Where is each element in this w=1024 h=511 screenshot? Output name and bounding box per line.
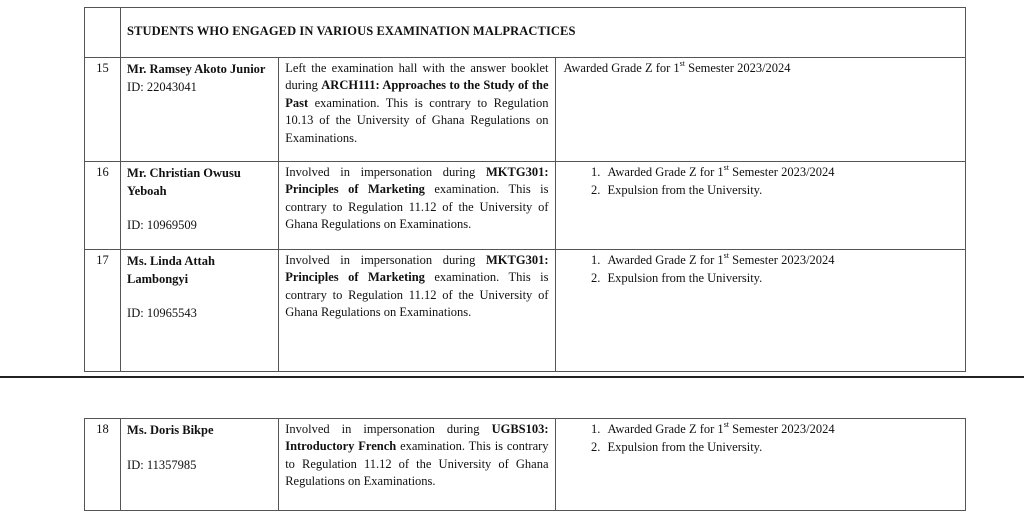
table-row: [85, 162, 966, 250]
row-number: 18: [85, 419, 121, 511]
table-row: [85, 58, 966, 162]
table-row: [85, 250, 966, 372]
section-heading-row: [85, 8, 966, 58]
malpractice-table-top: [84, 7, 966, 372]
student-name: Mr. Ramsey Akoto Junior: [127, 62, 266, 76]
offence-text: Left the examination hall with the answer booklet during: [285, 61, 549, 93]
penalty-text: Awarded Grade Z for 1: [607, 422, 724, 436]
section-heading: STUDENTS WHO ENGAGED IN VARIOUS EXAMINATION MALPRACTICES: [121, 8, 966, 58]
penalty-cell: [555, 58, 966, 162]
penalty-list: [564, 252, 958, 287]
student-cell: [121, 162, 279, 250]
penalty-text: Awarded Grade Z for 1: [607, 165, 724, 179]
penalty-item: [604, 252, 958, 270]
offence-text: Involved in impersonation during: [285, 165, 486, 179]
offence-cell: [279, 250, 555, 372]
student-id: ID: 10965543: [127, 306, 197, 320]
offence-text-end: examination. This is contrary to Regulation 11.12 of the University of Ghana Regulations on Examinations.: [285, 182, 549, 232]
ordinal-suffix: st: [723, 419, 730, 429]
penalty-item: 2. Expulsion from the University.: [604, 439, 957, 457]
offence-text-end: examination. This is contrary to Regulation 10.13 of the University of Ghana Regulations on Examinations.: [285, 95, 549, 145]
penalty-item: 2. Expulsion from the University.: [604, 270, 958, 288]
penalty-cell: [555, 419, 965, 511]
row-number: 16: [85, 162, 121, 250]
row-number: 17: [85, 250, 121, 372]
student-cell: [121, 419, 279, 511]
course-title: MKTG301: Principles of Marketing: [285, 253, 549, 285]
offence-text: Involved in impersonation during: [285, 422, 492, 436]
offence-cell: [279, 58, 555, 162]
ordinal-suffix: st: [723, 162, 730, 172]
offence-text-end: examination. This is contrary to Regulation 11.12 of the University of Ghana Regulations on Examinations.: [285, 270, 549, 320]
penalty-text: Awarded Grade Z for 1: [563, 61, 680, 75]
penalty-cell: [555, 162, 966, 250]
student-id: ID: 22043041: [127, 79, 197, 94]
penalty-item: 2. Expulsion from the University.: [604, 182, 958, 200]
student-name: Ms. Doris Bikpe: [127, 423, 214, 437]
row-number: 15: [85, 58, 121, 162]
page-break-rule: [0, 376, 1024, 378]
table-row: [85, 419, 966, 511]
course-title: MKTG301: Principles of Marketing: [285, 165, 549, 197]
student-id: ID: 11357985: [127, 457, 197, 472]
penalty-text-end: Semester 2023/2024: [685, 61, 791, 75]
offence-cell: [279, 162, 555, 250]
student-name: Ms. Linda Attah Lambongyi: [127, 254, 215, 286]
offence-cell: [279, 419, 555, 511]
penalty-item: [604, 164, 958, 182]
penalty-text-end: Semester 2023/2024: [729, 422, 835, 436]
malpractice-table-bottom: [84, 418, 966, 511]
student-id: ID: 10969509: [127, 218, 197, 232]
penalty-cell: [555, 250, 966, 372]
penalty-list: [564, 421, 957, 456]
penalty-text-end: Semester 2023/2024: [729, 253, 835, 267]
penalty-item: [564, 60, 958, 78]
penalty-text: Awarded Grade Z for 1: [607, 253, 724, 267]
student-cell: [121, 58, 279, 162]
offence-text-end: examination. This is contrary to Regulation 11.12 of the University of Ghana Regulations on Examinations.: [285, 439, 549, 489]
penalty-text-end: Semester 2023/2024: [729, 165, 835, 179]
ordinal-suffix: st: [679, 58, 686, 68]
student-name: Mr. Christian Owusu Yeboah: [127, 166, 241, 198]
offence-text: Involved in impersonation during: [285, 253, 486, 267]
student-cell: [121, 250, 279, 372]
course-title: ARCH111: Approaches to the Study of the Past: [285, 78, 549, 110]
ordinal-suffix: st: [723, 250, 730, 260]
course-title: UGBS103: Introductory French: [285, 422, 549, 454]
penalty-item: [604, 421, 957, 439]
penalty-list: [564, 164, 958, 199]
heading-number-cell: [85, 8, 121, 58]
